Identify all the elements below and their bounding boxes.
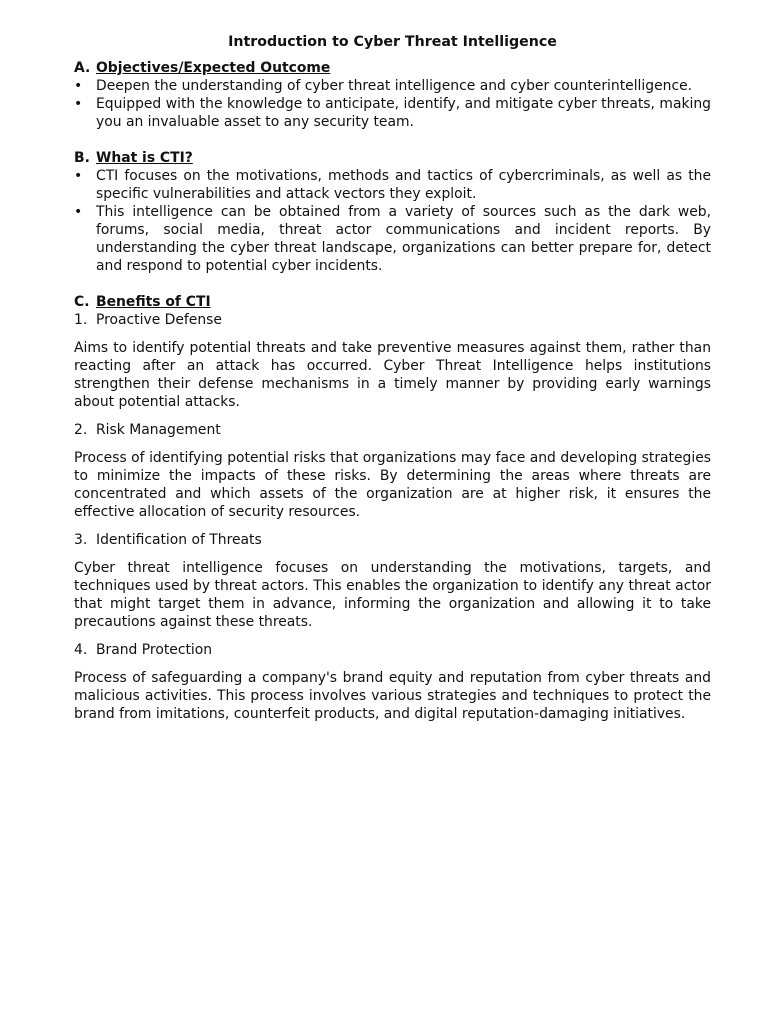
bullet-item: [74, 77, 711, 95]
section-benefits: [74, 293, 711, 723]
bullet-text: This intelligence can be obtained from a variety of sources such as the dark web, forums, social media, threat actor communications and incident reports. By understanding the cyber threat landscape, organizations can better prepare for, detect and respond to potential cyber incidents.: [96, 204, 711, 274]
bullet-icon: •: [74, 78, 83, 94]
bullet-icon: •: [74, 96, 83, 112]
bullet-icon: •: [74, 168, 83, 184]
benefit-brand-protection: [74, 641, 711, 723]
benefit-paragraph: Cyber threat intelligence focuses on understanding the motivations, targets, and techniques used by threat actors. This enables the organization to identify any threat actor that might target them in advance, informing the organization and allowing it to take precautions against these threats.: [74, 560, 711, 630]
benefit-identification-of-threats: [74, 531, 711, 631]
bullet-list: [74, 77, 711, 131]
benefit-heading: [74, 641, 711, 659]
section-spacer: [74, 131, 711, 149]
section-letter: A.: [74, 60, 91, 76]
benefit-risk-management: [74, 421, 711, 521]
section-heading: [74, 149, 711, 167]
bullet-item: [74, 203, 711, 275]
bullet-icon: •: [74, 204, 83, 220]
bullet-text: Deepen the understanding of cyber threat intelligence and cyber counterintelligence.: [96, 78, 693, 94]
benefit-number: 3.: [74, 532, 88, 548]
benefit-title: Brand Protection: [96, 642, 213, 658]
benefit-paragraph: Process of identifying potential risks that organizations may face and developing strategies to minimize the impacts of these risks. By determining the areas where threats are concentrated and which assets of the organization are at higher risk, it ensures the effective allocation of security resources.: [74, 450, 711, 520]
section-title: Objectives/Expected Outcome: [96, 60, 331, 76]
benefit-number: 2.: [74, 422, 88, 438]
bullet-item: [74, 95, 711, 131]
bullet-list: [74, 167, 711, 275]
section-what-is-cti: [74, 149, 711, 275]
benefit-title: Risk Management: [96, 422, 221, 438]
benefit-heading: [74, 421, 711, 439]
benefit-paragraph: Process of safeguarding a company's brand equity and reputation from cyber threats and malicious activities. This process involves various strategies and techniques to protect the brand from imitations, counterfeit products, and digital reputation-damaging initiatives.: [74, 670, 711, 722]
bullet-item: [74, 167, 711, 203]
section-title: What is CTI?: [96, 150, 193, 166]
section-letter: C.: [74, 294, 90, 310]
benefit-proactive-defense: [74, 311, 711, 411]
section-objectives: [74, 59, 711, 131]
section-heading: [74, 59, 711, 77]
benefit-paragraph: Aims to identify potential threats and take preventive measures against them, rather than reacting after an attack has occurred. Cyber Threat Intelligence helps institutions strengthen their defense mechanisms in a timely manner by providing early warnings about potential attacks.: [74, 340, 711, 410]
benefit-heading: [74, 531, 711, 549]
benefit-title: Proactive Defense: [96, 312, 222, 328]
benefit-number: 1.: [74, 312, 88, 328]
benefit-title: Identification of Threats: [96, 532, 262, 548]
document-title: Introduction to Cyber Threat Intelligence: [228, 34, 557, 50]
benefit-heading: [74, 311, 711, 329]
benefit-number: 4.: [74, 642, 88, 658]
bullet-text: CTI focuses on the motivations, methods and tactics of cybercriminals, as well as the specific vulnerabilities and attack vectors they exploit.: [96, 168, 711, 202]
section-title: Benefits of CTI: [96, 294, 211, 310]
section-letter: B.: [74, 150, 90, 166]
bullet-text: Equipped with the knowledge to anticipate, identify, and mitigate cyber threats, making you an invaluable asset to any security team.: [96, 96, 711, 130]
section-spacer: [74, 275, 711, 293]
document-page: [74, 33, 711, 733]
section-heading: [74, 293, 711, 311]
